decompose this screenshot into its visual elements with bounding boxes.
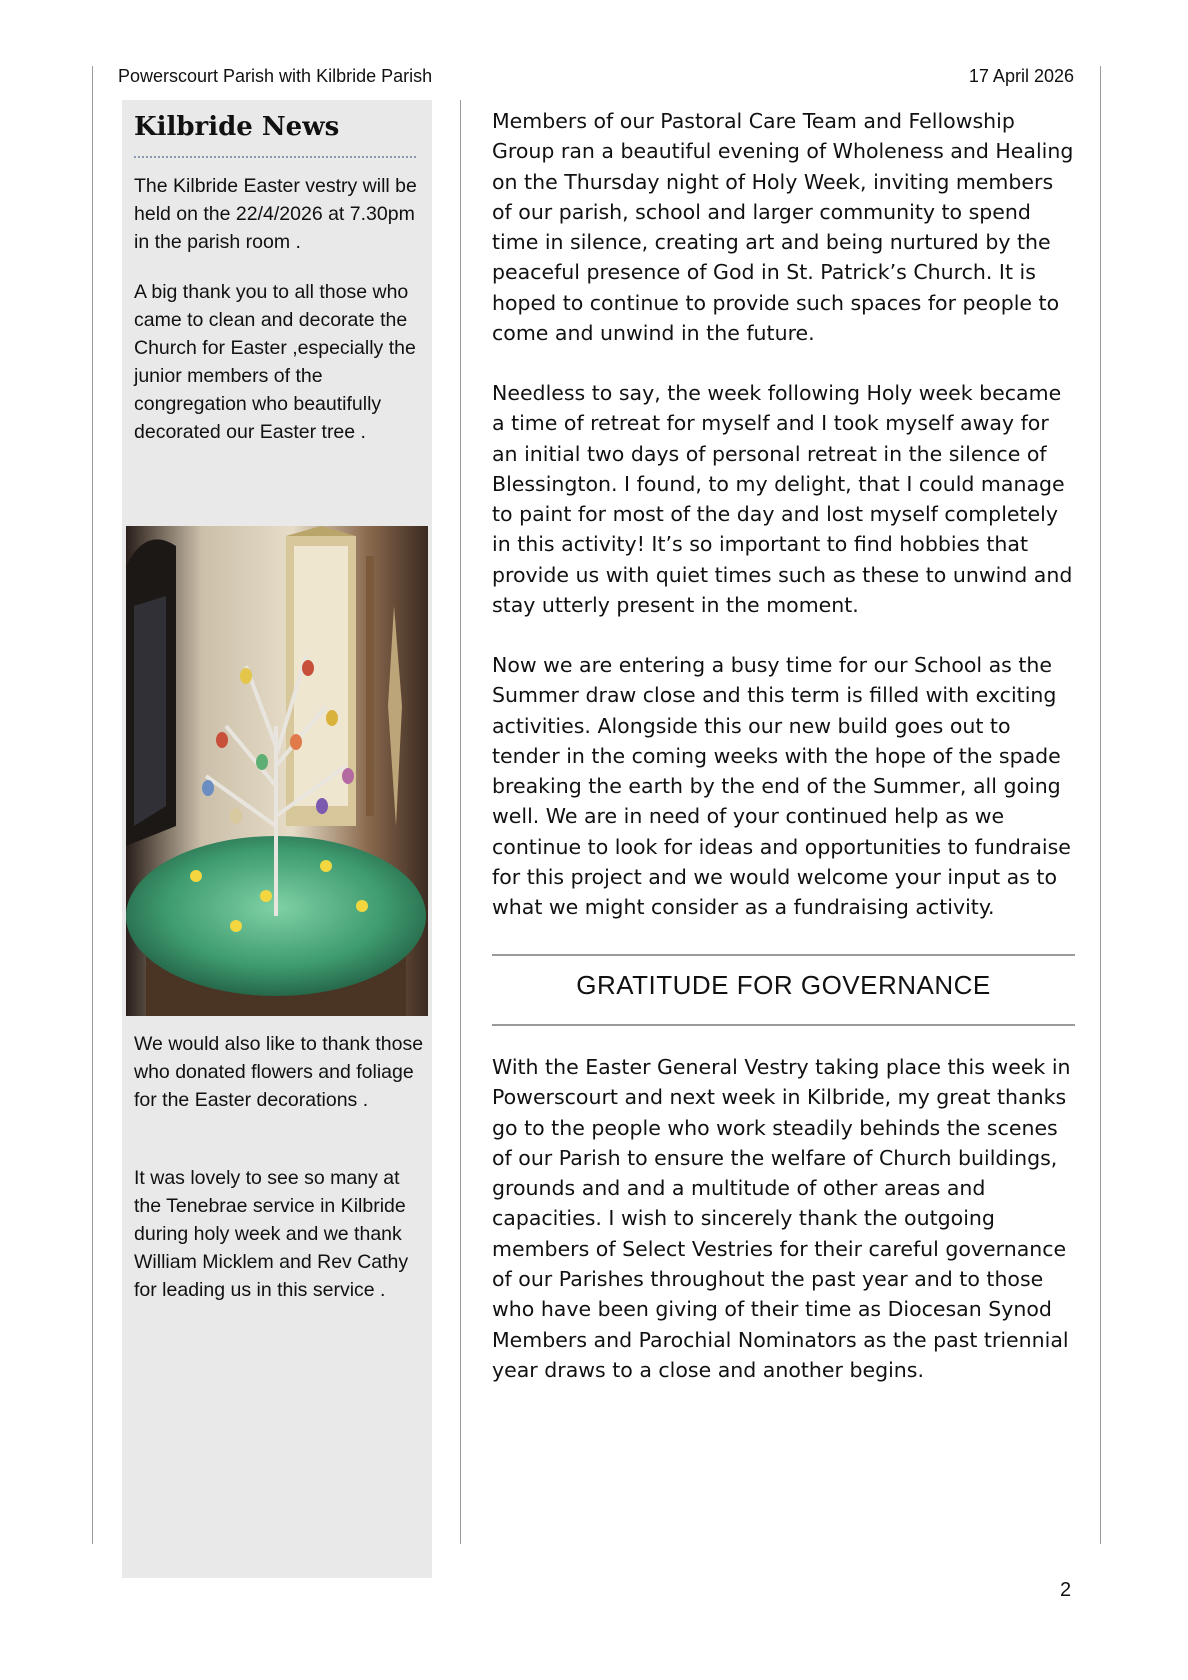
thank-you-flowers: We would also like to thank those who donated flowers and foliage for the Easter decorations . — [134, 1033, 424, 1111]
vestry-notice: The Kilbride Easter vestry will be held on the 22/4/2026 at 7.30pm in the parish room . — [134, 175, 417, 253]
column-divider-rule — [460, 100, 461, 1544]
school-paragraph: Now we are entering a busy time for our School as the Summer draw close and this term is filled with exciting activities. Alongside this our new build goes out to tender in the coming weeks with the hope of the spade breaking the earth by the end of the Summer, all going well. We are in need of your continued help as we continue to look for ideas and opportunities to fundraise for this project and we would welcome your input as to what we might consider as a fundraising activity. — [492, 653, 1071, 920]
tenebrae-service: It was lovely to see so many at the Tenebrae service in Kilbride during holy week and we thank William Micklem and Rev Cathy for leading us in this service . — [134, 1167, 409, 1301]
right-margin-rule — [1100, 66, 1101, 1544]
page-number: 2 — [1060, 1579, 1072, 1601]
kilbride-news-sidebar — [122, 100, 432, 1578]
pastoral-care-paragraph: Members of our Pastoral Care Team and Fellowship Group ran a beautiful evening of Wholeness and Healing on the Thursday night of Holy Week, inviting members of our parish, school and larger community to spend time in silence, creating art and being nurtured by the peaceful presence of God in St. Patrick’s Church. It is hoped to continue to provide such spaces for people to come and unwind in the future. — [492, 109, 1074, 346]
parish-name: Powerscourt Parish with Kilbride Parish — [118, 66, 433, 86]
title-divider — [134, 156, 416, 158]
section-rule-top — [492, 954, 1075, 956]
governance-paragraph: With the Easter General Vestry taking place this week in Powerscourt and next week in Kilbride, my great thanks go to the people who work steadily behinds the scenes of our Parish to ensure the welfare of Church buildings, grounds and and a multitude of other areas and capacities. I wish to sincerely thank the outgoing members of Select Vestries for their careful governance of our Parishes throughout the past year and to those who have been giving of their time as Diocesan Synod Members and Parochial Nominators as the past triennial year draws to a close and another begins. — [492, 1055, 1071, 1382]
section-heading: GRATITUDE FOR GOVERNANCE — [576, 970, 991, 1000]
thank-you-cleaning: A big thank you to all those who came to clean and decorate the Church for Easter ,especially the junior members of the congregation who beautifully decorated our Easter tree . — [134, 281, 416, 443]
easter-tree-photo — [126, 526, 428, 1016]
retreat-paragraph: Needless to say, the week following Holy week became a time of retreat for myself and I took myself away for an initial two days of personal retreat in the silence of Blessington. I found, to my delight, that I could manage to paint for most of the day and lost myself completely in this activity! It’s so important to find hobbies that provide us with quiet times such as these to unwind and stay utterly present in the moment. — [492, 381, 1073, 618]
left-margin-rule — [92, 66, 93, 1544]
section-rule-bottom — [492, 1024, 1075, 1026]
issue-date: 17 April 2026 — [968, 66, 1074, 86]
sidebar-title: Kilbride News — [134, 112, 340, 142]
